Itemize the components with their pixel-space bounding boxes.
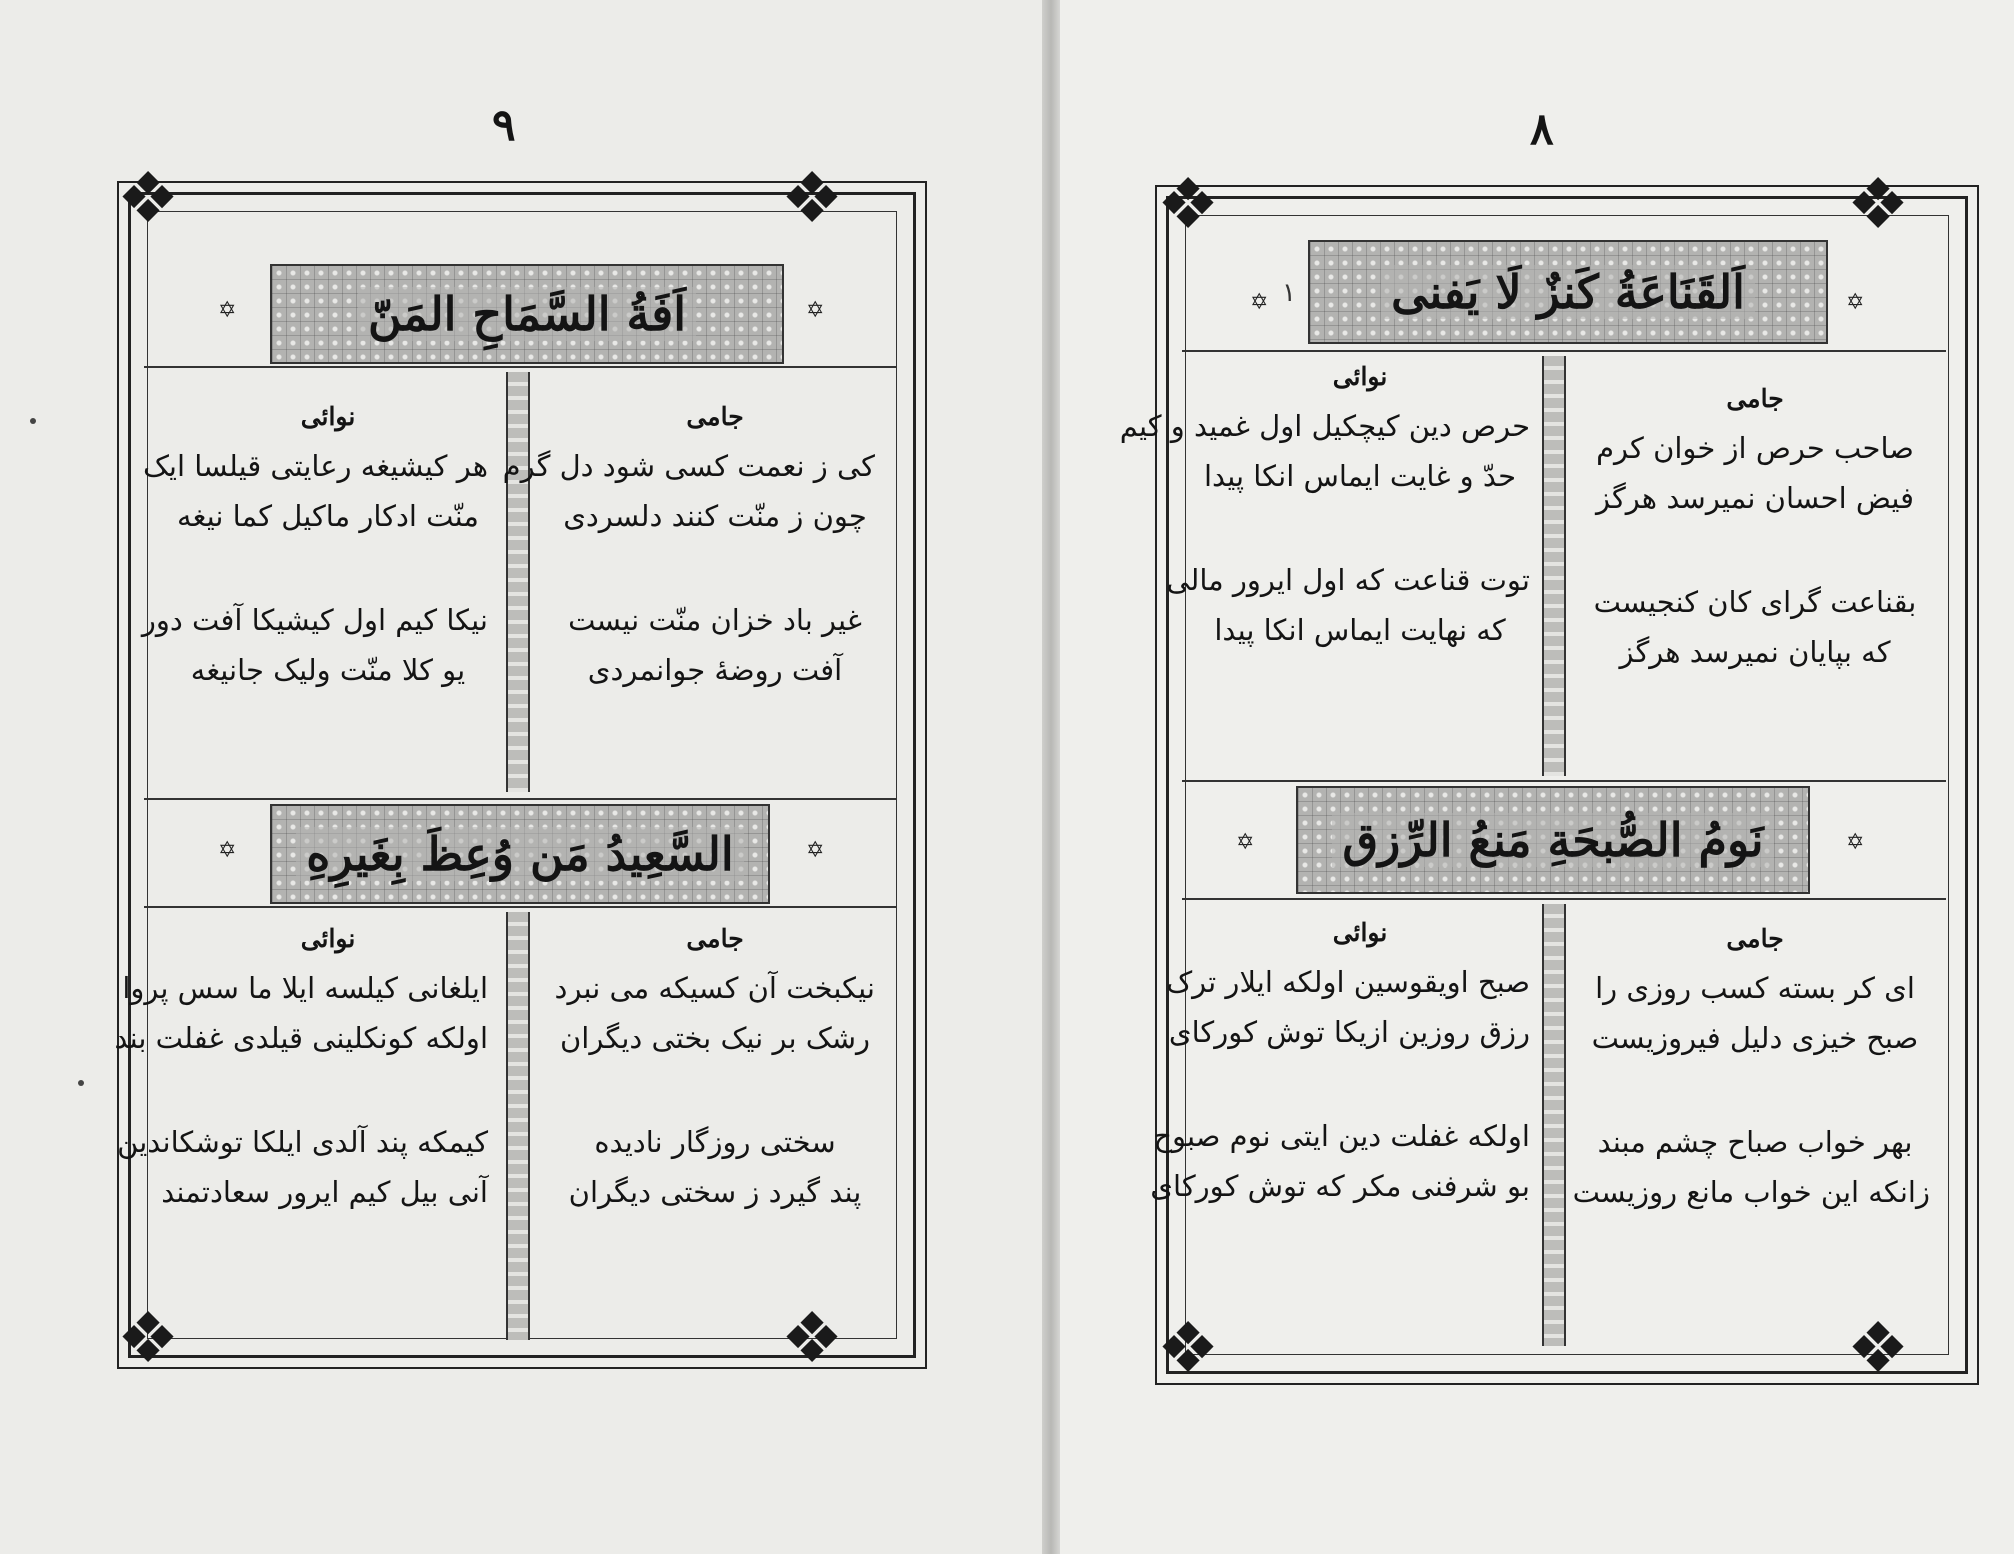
poet-name: نوائی xyxy=(300,924,356,953)
verse-line: غیر باد خزان منّت نیست xyxy=(568,603,862,637)
heading-text: اَفَةُ السَّمَاحِ المَنّ xyxy=(358,287,696,341)
verse-line: صبح اویقوسین اولکه ایلار ترک xyxy=(1166,965,1530,999)
column-divider xyxy=(1542,904,1566,1346)
poet-name: جامی xyxy=(1726,924,1784,953)
divider-line xyxy=(144,906,896,908)
verse-line: صبح خیزی دلیل فیروزیست xyxy=(1591,1021,1919,1055)
poet-name: جامی xyxy=(686,402,744,431)
verse-line: بو شرفنی مکر که توش کورکای xyxy=(1150,1169,1530,1203)
star-icon: ✡ xyxy=(806,838,825,863)
verse-column-navai xyxy=(114,924,488,1217)
heading-text: نَومُ الصُّبحَةِ مَنعُ الرِّزق xyxy=(1332,813,1773,867)
poet-name: نوائی xyxy=(1332,918,1388,947)
corner-ornament-icon: ❖ xyxy=(1156,163,1220,245)
divider-line xyxy=(1182,350,1946,352)
corner-ornament-icon: ❖ xyxy=(780,157,844,239)
verse-column-jami xyxy=(555,924,875,1217)
heading-text: اَلقَنَاعَةُ کَنزٌ لَا یَفنی xyxy=(1381,265,1755,319)
verse-line: که نهایت ایماس انکا پیدا xyxy=(1214,613,1506,647)
verse-line: حرص دین کیچکیل اول غمید و کیم xyxy=(1119,409,1530,443)
verse-column-navai xyxy=(1119,362,1530,655)
verse-line: فیض احسان نمیرسد هرگز xyxy=(1596,481,1914,515)
verse-line: ایلغانی کیلسه ایلا ما سس پروا xyxy=(122,971,488,1005)
verse-line: اولکه کونکلینی قیلدی غفلت بند xyxy=(114,1021,488,1055)
margin-note: ١ xyxy=(1282,278,1296,308)
page-number: ٩ xyxy=(492,100,516,151)
corner-ornament-icon: ❖ xyxy=(780,1297,844,1379)
verse-column-jami xyxy=(1572,924,1930,1217)
verse-line: حدّ و غایت ایماس انکا پیدا xyxy=(1203,459,1516,493)
verse-line: ای کر بسته کسب روزی را xyxy=(1595,971,1915,1005)
book-gutter xyxy=(1042,0,1060,1554)
verse-line: بهر خواب صباح چشم مبند xyxy=(1597,1125,1913,1159)
verse-column-jami xyxy=(502,402,875,695)
section-heading xyxy=(270,264,784,364)
star-icon: ✡ xyxy=(218,838,237,863)
verse-line: آنی بیل کیم ایرور سعادتمند xyxy=(161,1175,488,1209)
verse-line: رشک بر نیک بختی دیگران xyxy=(559,1021,871,1055)
verse-line: که بپایان نمیرسد هرگز xyxy=(1619,635,1891,669)
verse-line: چون ز منّت کنند دلسردی xyxy=(563,499,867,533)
verse-line: زانکه این خواب مانع روزیست xyxy=(1572,1175,1930,1209)
verse-line: صاحب حرص از خوان کرم xyxy=(1596,431,1914,465)
right-page xyxy=(1060,0,2014,1554)
corner-ornament-icon: ❖ xyxy=(116,1297,180,1379)
divider-line xyxy=(144,366,896,368)
poet-name: جامی xyxy=(1726,384,1784,413)
verse-line: اولکه غفلت دین ایتی نوم صبوح xyxy=(1153,1119,1530,1153)
divider-line xyxy=(1182,780,1946,782)
verse-column-navai xyxy=(141,402,488,695)
corner-ornament-icon: ❖ xyxy=(1846,1307,1910,1389)
verse-column-jami xyxy=(1580,384,1930,677)
verse-line: آفت روضهٔ جوانمردی xyxy=(587,653,843,687)
star-icon: ✡ xyxy=(1846,290,1865,315)
verse-line: توت قناعت که اول ایرور مالی xyxy=(1166,563,1530,597)
verse-line: منّت ادکار ماکیل کما نیغه xyxy=(177,499,479,533)
section-heading xyxy=(1296,786,1810,894)
print-speck xyxy=(78,1080,84,1086)
star-icon: ✡ xyxy=(1846,830,1865,855)
column-divider xyxy=(1542,356,1566,776)
star-icon: ✡ xyxy=(218,298,237,323)
divider-line xyxy=(144,798,896,800)
divider-line xyxy=(1182,898,1946,900)
poet-name: جامی xyxy=(686,924,744,953)
poet-name: نوائی xyxy=(300,402,356,431)
verse-line: بقناعت گرای کان کنجیست xyxy=(1593,585,1917,619)
star-icon: ✡ xyxy=(806,298,825,323)
verse-line: رزق روزین ازیکا توش کورکای xyxy=(1168,1015,1530,1049)
section-heading xyxy=(270,804,770,904)
column-divider xyxy=(506,372,530,792)
section-heading xyxy=(1308,240,1828,344)
verse-line: یو کلا منّت ولیک جانیغه xyxy=(190,653,466,687)
corner-ornament-icon: ❖ xyxy=(116,157,180,239)
verse-line: سختی روزگار نادیده xyxy=(594,1125,836,1159)
star-icon: ✡ xyxy=(1250,290,1269,315)
verse-column-navai xyxy=(1150,918,1530,1211)
poet-name: نوائی xyxy=(1332,362,1388,391)
verse-line: نیکا کیم اول کیشیکا آفت دور xyxy=(141,603,488,637)
verse-line: نیکبخت آن کسیکه می نبرد xyxy=(554,971,875,1005)
print-speck xyxy=(30,418,36,424)
verse-line: کیمکه پند آلدی ایلکا توشکاندین xyxy=(117,1125,488,1159)
verse-line: کی ز نعمت کسی شود دل گرم xyxy=(502,449,875,483)
corner-ornament-icon: ❖ xyxy=(1156,1307,1220,1389)
column-divider xyxy=(506,912,530,1340)
star-icon: ✡ xyxy=(1236,830,1255,855)
verse-line: هر کیشیغه رعایتی قیلسا ایک xyxy=(142,449,488,483)
heading-text: السَّعِیدُ مَن وُعِظَ بِغَیرِهِ xyxy=(296,827,743,881)
page-number: ٨ xyxy=(1530,104,1554,155)
verse-line: پند گیرد ز سختی دیگران xyxy=(568,1175,862,1209)
corner-ornament-icon: ❖ xyxy=(1846,163,1910,245)
